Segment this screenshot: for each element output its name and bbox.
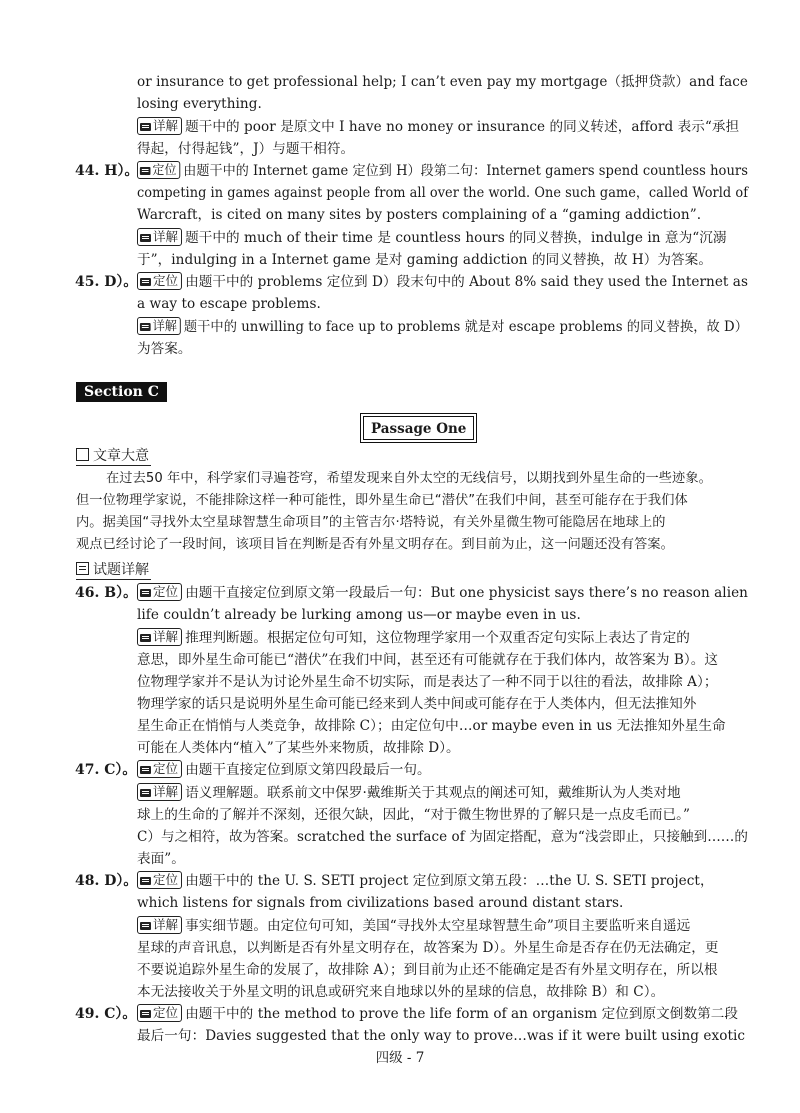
text-line: a way to escape problems. (137, 296, 321, 312)
locate-text: 由题干中的 the method to prove the life form of an organism 定位到原文倒数第二段 (185, 1006, 739, 1022)
text-line: 最后一句：Davies suggested that the only way to prove…was if it were built using exotic (137, 1028, 746, 1044)
locate-tag (137, 583, 182, 601)
book-icon (140, 789, 151, 797)
locate-tag (137, 871, 182, 889)
explanation-line (137, 915, 690, 937)
locate-tag-label: 定位 (153, 1005, 179, 1020)
book-icon (140, 877, 151, 885)
explanation-line: 位物理学家并不是认为讨论外星生命不切实际，而是表达了一种不同于以往的看法，故排除 A）； (137, 674, 718, 690)
locate-line (137, 271, 748, 293)
explanation-text: 推理判断题。根据定位句可知，这位物理学家用一个双重否定句实际上表达了肯定的 (185, 630, 690, 646)
book-icon (140, 234, 151, 242)
text-line: or insurance to get professional help; I can’t even pay my mortgage（抵押贷款）and face (137, 74, 749, 90)
explanation-line (137, 227, 727, 249)
locate-line (137, 160, 748, 182)
locate-text: 由题干直接定位到原文第一段最后一句：But one physicist says there’s no reason alien (185, 585, 748, 601)
locate-tag-label: 定位 (153, 872, 179, 887)
explain-tag (137, 628, 182, 646)
explanation-line: 球上的生命的了解并不深刻，还很欠缺，因此，“对于微生物世界的了解只是一点皮毛而已。” (137, 807, 690, 823)
explanation-text: 语义理解题。联系前文中保罗·戴维斯关于其观点的阐述可知，戴维斯认为人类对地 (185, 785, 681, 801)
explain-tag (137, 317, 181, 335)
question-number: 45. D）。 (75, 274, 138, 290)
locate-line (137, 870, 714, 892)
explanation-line: 物理学家的话只是说明外星生命可能已经来到人类中间或可能存在于人类体内，但无法推知外 (137, 696, 697, 712)
explanation-line (137, 782, 681, 804)
checkbox-icon (76, 448, 89, 461)
explanation-line: 可能在人类体内“植入”了某些外来物质，故排除 D）。 (137, 740, 460, 756)
explain-tag-label: 详解 (153, 229, 179, 244)
explanation-text: 题干中的 poor 是原文中 I have no money or insurance 的同义转述，afford 表示“承担 (185, 119, 740, 135)
explanation-line: 不要说追踪外星生命的发展了，故排除 A）；到目前为止还不能确定是否有外星文明存在，所以根 (137, 962, 718, 978)
explanation-line: 星生命正在悄悄与人类竞争，故排除 C）；由定位句中…or maybe even in us 无法推知外星生命 (137, 718, 726, 734)
explanation-line: 本无法接收关于外星文明的讯息或研究来自地球以外的星球的信息，故排除 B）和 C）。 (137, 984, 665, 1000)
explanation-line (137, 116, 739, 138)
explain-tag (137, 916, 182, 934)
explain-tag-label: 详解 (153, 118, 179, 133)
summary-heading (76, 447, 151, 466)
locate-tag (137, 272, 182, 290)
explanation-line (137, 316, 748, 338)
summary-line: 内。据美国“寻找外太空星球智慧生命项目”的主管吉尔·塔特说，有关外星微生物可能隐居在地球上的 (76, 515, 666, 530)
locate-tag (137, 1004, 182, 1022)
section-heading: Section C (76, 382, 167, 402)
page-number: 四级 - 7 (375, 1050, 425, 1066)
locate-line (137, 1003, 738, 1025)
summary-line: 观点已经讨论了一段时间，该项目旨在判断是否有外星文明存在。到目前为止，这一问题还没有答案。 (76, 537, 674, 552)
text-line: losing everything. (137, 96, 262, 112)
explanation-line: 为答案。 (137, 341, 192, 357)
text-line: life couldn’t already be lurking among us—or maybe even in us. (137, 607, 581, 623)
book-icon (140, 1010, 151, 1018)
explanation-line: C）与之相符，故为答案。scratched the surface of 为固定搭配，意为“浅尝即止，只接触到……的 (137, 829, 749, 845)
book-icon (140, 167, 151, 175)
explain-tag-label: 详解 (152, 318, 178, 333)
summary-line: 在过去50 年中，科学家们寻遍苍穹，希望发现来自外太空的无线信号，以期找到外星生命的一些迹象。 (106, 471, 712, 486)
locate-text: 由题干中的 problems 定位到 D）段末句中的 About 8% said they used the Internet as (185, 274, 748, 290)
question-number: 47. C）。 (75, 762, 137, 778)
passage-title-text: Passage One (371, 421, 467, 437)
explain-tag (137, 228, 182, 246)
locate-text: 由题干中的 the U. S. SETI project 定位到原文第五段：…the U. S. SETI project， (185, 873, 714, 889)
explanation-line: 表面”。 (137, 851, 185, 867)
explanation-text: 题干中的 much of their time 是 countless hours 的同义替换，indulge in 意为“沉溺 (185, 230, 727, 246)
book-icon (140, 323, 151, 331)
explain-tag-label: 详解 (153, 784, 179, 799)
explanation-line: 意思，即外星生命可能已“潜伏”在我们中间，甚至还有可能就存在于我们体内，故答案为 B）。这 (137, 652, 718, 668)
explanation-text: 题干中的 unwilling to face up to problems 就是对 escape problems 的同义替换，故 D） (183, 319, 748, 335)
book-icon (140, 922, 151, 930)
locate-tag (137, 161, 180, 179)
locate-tag-label: 定位 (152, 273, 179, 288)
summary-line: 但一位物理学家说，不能排除这样一种可能性，即外星生命已“潜伏”在我们中间，甚至可能存在于我们体 (76, 493, 688, 508)
explanation-line: 得起，付得起钱”，J）与题干相符。 (137, 141, 355, 157)
question-number: 46. B）。 (75, 585, 138, 601)
question-number: 49. C）。 (75, 1006, 137, 1022)
explain-tag-label: 详解 (153, 629, 179, 644)
explain-tag-label: 详解 (153, 917, 179, 932)
question-number: 44. H）。 (75, 163, 139, 179)
passage-title (363, 416, 474, 440)
book-icon (140, 766, 151, 774)
text-line: Warcraft，is cited on many sites by posters complaining of a “gaming addiction”. (137, 207, 702, 223)
explain-tag (137, 117, 182, 135)
document-icon (76, 562, 89, 575)
locate-tag-label: 定位 (153, 761, 179, 776)
locate-text: 由题干中的 Internet game 定位到 H）段第二句：Internet gamers spend countless hours (183, 163, 748, 179)
book-icon (140, 589, 151, 597)
explain-tag (137, 783, 182, 801)
book-icon (140, 123, 151, 131)
explanation-line: 于”，indulging in a Internet game 是对 gaming addiction 的同义替换，故 H）为答案。 (137, 252, 712, 268)
explanation-text: 事实细节题。由定位句可知，美国“寻找外太空星球智慧生命”项目主要监听来自遥远 (185, 918, 691, 934)
locate-line (137, 759, 431, 781)
explanation-line: 星球的声音讯息，以判断是否有外星文明存在，故答案为 D）。外星生命是否存在仍无法确定，更 (137, 940, 719, 956)
locate-tag-label: 定位 (152, 584, 179, 599)
locate-line (137, 582, 748, 604)
text-line: competing in games against people from all over the world. One such game，called World of (137, 185, 749, 201)
book-icon (140, 278, 151, 286)
locate-text: 由题干直接定位到原文第四段最后一句。 (185, 762, 431, 778)
summary-heading-text: 文章大意 (93, 448, 149, 464)
question-number: 48. D）。 (75, 873, 138, 889)
detail-heading-text: 试题详解 (93, 562, 149, 578)
book-icon (140, 634, 151, 642)
locate-tag (137, 760, 182, 778)
detail-heading (76, 561, 151, 580)
explanation-line (137, 627, 690, 649)
locate-tag-label: 定位 (152, 162, 177, 177)
text-line: which listens for signals from civilizations based around distant stars. (137, 895, 624, 911)
